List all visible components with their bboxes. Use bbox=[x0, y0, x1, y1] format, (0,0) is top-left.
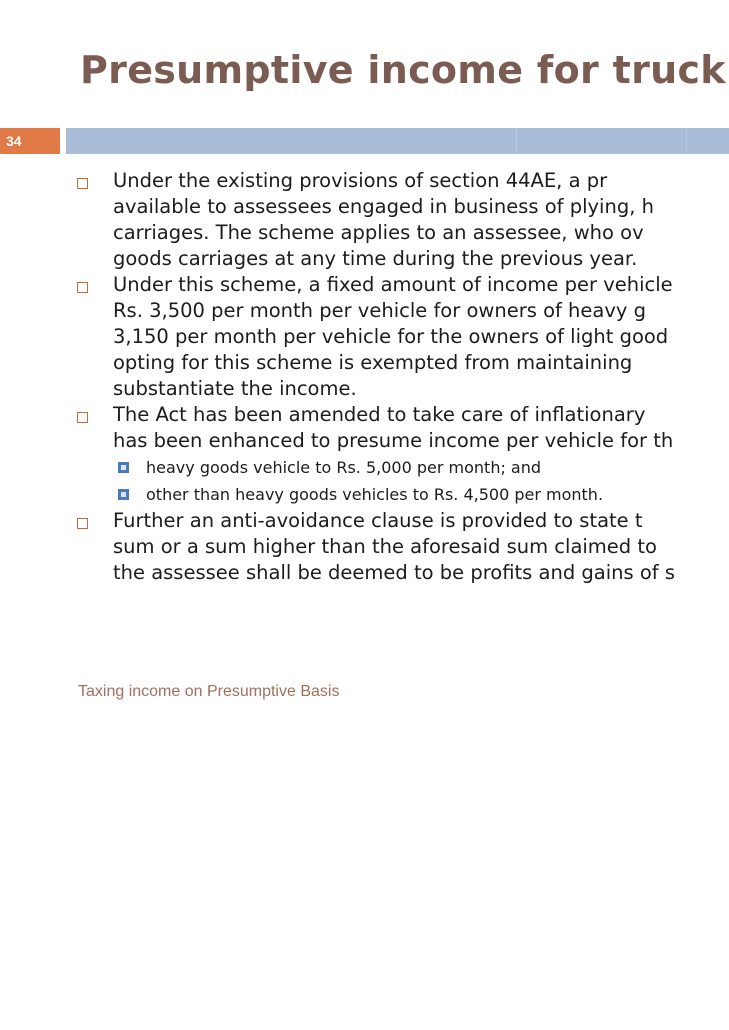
bullet-line: has been enhanced to presume income per vehicle for th bbox=[113, 429, 674, 452]
slide-number: 34 bbox=[0, 128, 60, 154]
bullet-line: The Act has been amended to take care of inflationary bbox=[113, 403, 646, 426]
sub-bullet-icon bbox=[118, 489, 129, 500]
title-bar-segment-divider bbox=[516, 128, 517, 154]
square-bullet-icon bbox=[77, 518, 88, 529]
slide-footer: Taxing income on Presumptive Basis bbox=[78, 683, 340, 700]
bullet-item bbox=[76, 168, 729, 272]
slide-content bbox=[76, 168, 729, 638]
sub-bullet-item bbox=[76, 454, 729, 481]
bullet-line: goods carriages at any time during the previous year. bbox=[113, 247, 638, 270]
bullet-line: substantiate the income. bbox=[113, 377, 357, 400]
sub-bullet-text: heavy goods vehicle to Rs. 5,000 per month; and bbox=[146, 458, 542, 477]
square-bullet-icon bbox=[77, 282, 88, 293]
slide-title: Presumptive income for truck bbox=[80, 48, 726, 92]
sub-bullet-icon bbox=[118, 462, 129, 473]
sub-bullet-item bbox=[76, 481, 729, 508]
bullet-line: carriages. The scheme applies to an assessee, who ov bbox=[113, 221, 644, 244]
bullet-line: available to assessees engaged in business of plying, h bbox=[113, 195, 654, 218]
bullet-line: opting for this scheme is exempted from maintaining bbox=[113, 351, 633, 374]
sub-bullet-text: other than heavy goods vehicles to Rs. 4,500 per month. bbox=[146, 485, 604, 504]
bullet-item bbox=[76, 402, 729, 454]
bullet-line: Further an anti-avoidance clause is provided to state t bbox=[113, 509, 643, 532]
bullet-item bbox=[76, 272, 729, 402]
bullet-line: 3,150 per month per vehicle for the owners of light good bbox=[113, 325, 669, 348]
bullet-item bbox=[76, 508, 729, 586]
bullet-line: Under the existing provisions of section 44AE, a pr bbox=[113, 169, 608, 192]
title-bar-segment-divider bbox=[686, 128, 687, 154]
square-bullet-icon bbox=[77, 412, 88, 423]
bullet-line: Rs. 3,500 per month per vehicle for owners of heavy g bbox=[113, 299, 647, 322]
title-divider-bar bbox=[66, 128, 729, 154]
bullet-line: the assessee shall be deemed to be profits and gains of s bbox=[113, 561, 676, 584]
bullet-line: sum or a sum higher than the aforesaid sum claimed to bbox=[113, 535, 657, 558]
bullet-line: Under this scheme, a fixed amount of income per vehicle bbox=[113, 273, 673, 296]
square-bullet-icon bbox=[77, 178, 88, 189]
